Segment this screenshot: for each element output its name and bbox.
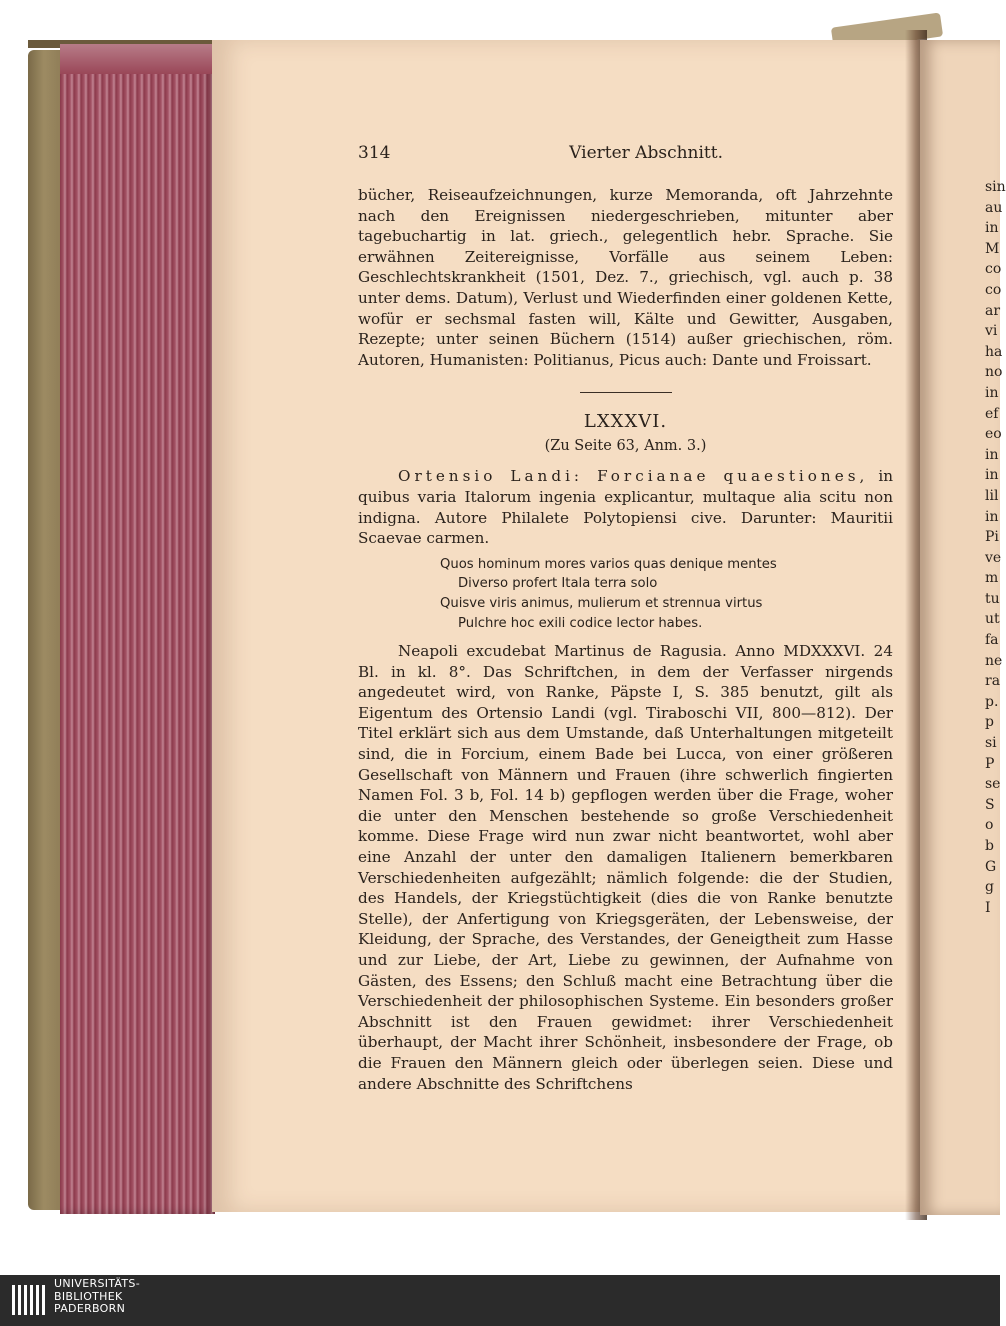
- section-divider: [580, 392, 672, 393]
- book-title-rest: in quibus varia Italorum ingenia explicantur, multaque alia scitu non indigna. Autore Philalete Polytopiensi cive. Darunter: Mauritii Scaevae carmen.: [358, 467, 893, 548]
- right-page-fragment: in: [985, 446, 999, 463]
- right-page-text-fragments: [985, 177, 1005, 918]
- right-page-fragment: lil: [985, 487, 999, 504]
- right-page-fragment: ar: [985, 302, 1001, 319]
- right-page-fragment: ha: [985, 343, 1003, 360]
- library-name-line: PADERBORN: [54, 1302, 126, 1315]
- right-page-fragment: P: [985, 755, 995, 772]
- right-page-fragment: in: [985, 384, 999, 401]
- right-page-fragment: ve: [985, 549, 1002, 566]
- right-page-fragment: vi: [985, 323, 998, 340]
- right-page-fragment: co: [985, 281, 1002, 298]
- right-page-fragment: no: [985, 364, 1003, 381]
- library-logo-icon: [10, 1281, 50, 1319]
- right-page-fragment: I: [985, 899, 991, 916]
- right-page-fragment: ra: [985, 673, 1001, 690]
- section-reference: (Zu Seite 63, Anm. 3.): [544, 438, 707, 455]
- right-page-fragment: Pi: [985, 529, 999, 546]
- right-page-fragment: ut: [985, 611, 1000, 628]
- right-page-fragment: in: [985, 220, 999, 237]
- right-page-fragment: tu: [985, 590, 1000, 607]
- page-edges-top: [60, 44, 215, 74]
- right-page-fragment: ne: [985, 652, 1003, 669]
- right-page-fragment: G: [985, 858, 997, 875]
- right-page-fragment: p.: [985, 693, 999, 710]
- author-title-spaced: Ortensio Landi: Forcianae quaestiones,: [398, 467, 869, 486]
- library-name-line: BIBLIOTHEK: [54, 1289, 123, 1303]
- running-title: Vierter Abschnitt.: [569, 143, 723, 163]
- right-page-fragment: au: [985, 199, 1003, 216]
- right-page-fragment: ef: [985, 405, 999, 422]
- right-page-fragment: fa: [985, 632, 999, 649]
- verse-line: Pulchre hoc exili codice lector habes.: [458, 615, 703, 631]
- page-header: [358, 143, 893, 163]
- body-paragraph: Neapoli excudebat Martinus de Ragusia. Anno MDXXXVI. 24 Bl. in kl. 8°. Das Schriftchen, in dem der Verfasser nirgends angedeutet wird, von Ranke, Päpste I, S. 385 benutzt, gilt als Eigentum des Ortensio Landi (vgl. Tiraboschi VII, 800—812). Der Titel erklärt sich aus dem Umstande, daß Unterhaltungen mitgeteilt sind, die in Forcium, einem Bade bei Lucca, von einer größeren Gesellschaft von Männern und Frauen (ihre schwerlich fingierten Namen Fol. 3 b, Fol. 14 b) gepflogen werden über die Frage, woher die unter den Menschen bestehende so große Verschiedenheit komme. Diese Frage wird nun zwar nicht beantwortet, wohl aber eine Anzahl der unter den damaligen Italienern bemerkbaren Verschiedenheiten aufgezählt; nämlich folgende: die der Studien, des Handels, der Kriegstüchtigkeit (dies die von Ranke benutzte Stelle), der Anfertigung von Kriegsgeräten, der Lebensweise, der Kleidung, der Sprache, des Verstandes, der Geneigtheit zum Hasse und zur Liebe, der Art, Liebe zu gewinnen, der Aufnahme von Gästen, des Essens; den Schluß macht eine Betrachtung über die Verschiedenheit der philosophischen Systeme. Ein besonders großer Abschnitt ist den Frauen gewidmet: ihrer Verschiedenheit überhaupt, der Macht ihrer Schönheit, insbesondere der Frage, ob die Frauen den Männern gleich oder überlegen seien. Diese und andere Abschnitte des Schriftchens: [358, 642, 893, 1093]
- book-title-paragraph: [358, 466, 893, 548]
- right-page-fragment: m: [985, 570, 999, 587]
- intro-paragraph: bücher, Reiseaufzeichnungen, kurze Memoranda, oft Jahrzehnte nach den Ereignissen niedergeschrieben, mitunter aber tagebuchartig in lat. griech., gelegentlich hebr. Sprache. Sie erwähnen Zeitereignisse, Vorfälle aus seinem Leben: Geschlechtskrankheit (1501, Dez. 7., griechisch, vgl. auch p. 38 unter dems. Datum), Verlust und Wiederfinden einer goldenen Kette, wofür er sechsmal fasten will, Kälte und Gewitter, Ausgaben, Rezepte; unter seinen Büchern (1514) außer griechischen, röm. Autoren, Humanisten: Politianus, Picus auch: Dante und Froissart.: [358, 186, 893, 369]
- right-page-fragment: co: [985, 261, 1002, 278]
- right-page-fragment: b: [985, 838, 994, 854]
- right-page-fragment: sin: [985, 179, 1006, 195]
- verse-block: [358, 555, 893, 633]
- right-page-fragment: o: [985, 817, 994, 834]
- right-page-fragment: eo: [985, 426, 1002, 443]
- page-text: [358, 143, 893, 1094]
- verse-line: Quisve viris animus, mulierum et strennua virtus: [440, 595, 763, 611]
- right-page-fragment: S: [985, 796, 995, 813]
- page-number: 314: [358, 143, 391, 163]
- right-page-fragment: p: [985, 714, 994, 731]
- verse-line: Quos hominum mores varios quas denique mentes: [440, 556, 777, 572]
- right-page-fragment: in: [985, 467, 999, 484]
- library-name: [54, 1278, 140, 1316]
- section-number: LXXXVI.: [583, 411, 668, 433]
- right-page-fragment: M: [985, 240, 1000, 257]
- library-footer: [0, 1275, 1000, 1326]
- right-page-fragment: g: [985, 879, 994, 896]
- page-edges: [60, 44, 215, 1214]
- library-name-line: UNIVERSITÄTS-: [54, 1277, 140, 1290]
- right-page-fragment: se: [985, 776, 1001, 793]
- right-page-fragment: si: [985, 735, 997, 752]
- verse-line: Diverso profert Itala terra solo: [458, 576, 658, 592]
- right-page-fragment: in: [985, 508, 999, 525]
